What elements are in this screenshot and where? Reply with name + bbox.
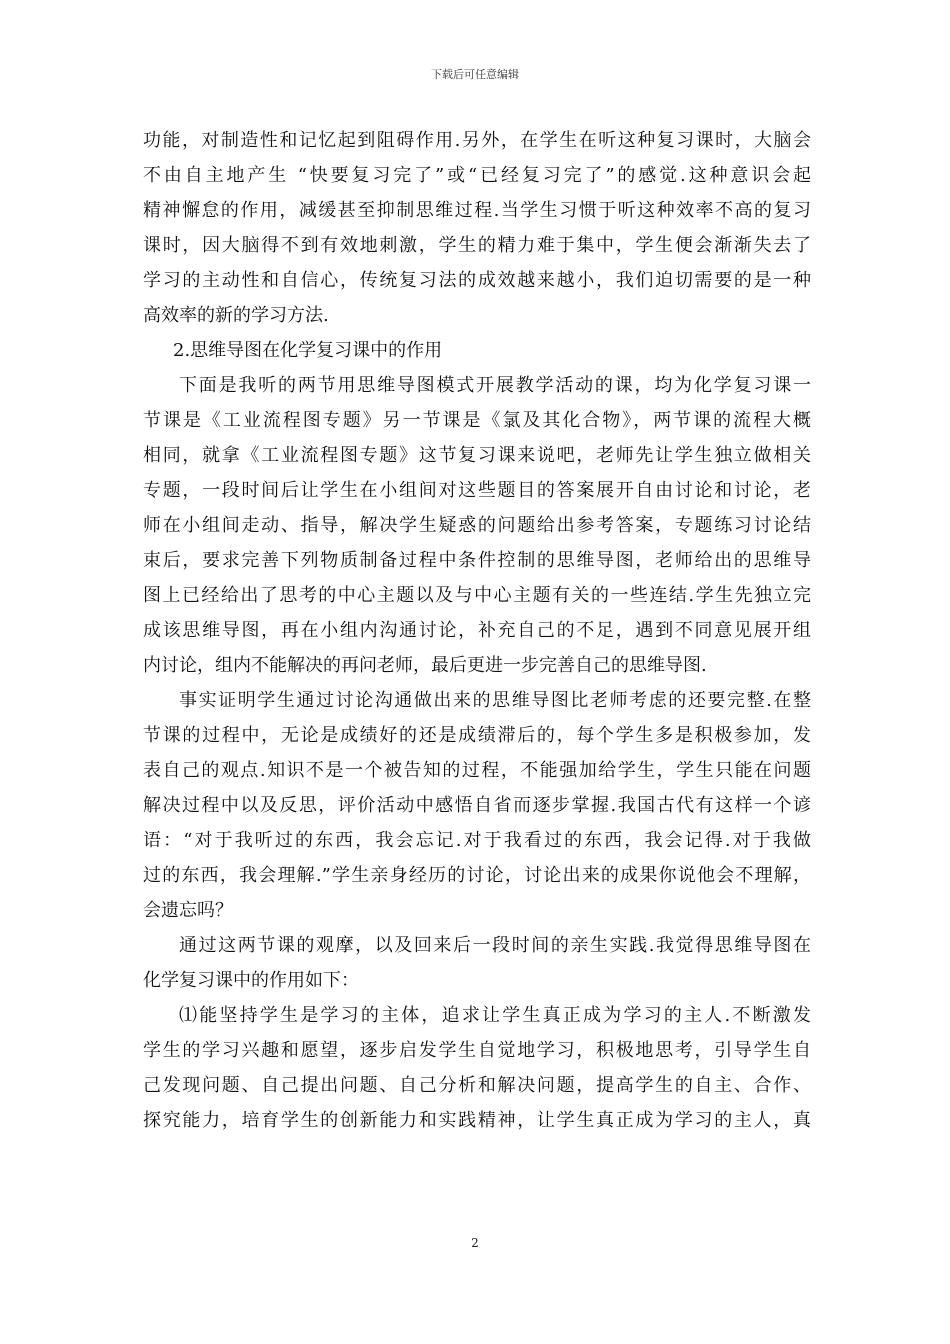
text-line: 表自己的观点.知识不是一个被告知的过程，不能强加给学生，学生只能在问题	[143, 760, 811, 781]
text-line: 事实证明学生通过讨论沟通做出来的思维导图比老师考虑的还要完整.在整	[179, 690, 811, 711]
text-line: 精神懈怠的作用，减缓甚至抑制思维过程.当学生习惯于听这种效率不高的复习	[143, 200, 811, 221]
text-line: 语：“对于我听过的东西，我会忘记.对于我看过的东西，我会记得.对于我做	[143, 830, 811, 851]
text-line: 探究能力，培育学生的创新能力和实践精神，让学生真正成为学习的主人，真	[143, 1110, 811, 1131]
text-line: ⑴能坚持学生是学习的主体，追求让学生真正成为学习的主人.不断激发	[179, 1005, 811, 1026]
page-number: 2	[471, 1236, 479, 1250]
text-line: 专题，一段时间后让学生在小组间对这些题目的答案展开自由讨论和讨论，老	[143, 480, 811, 501]
text-line: 高效率的新的学习方法.	[143, 305, 329, 326]
text-line: 相同，就拿《工业流程图专题》这节复习课来说吧，老师先让学生独立做相关	[143, 445, 811, 466]
text-line: 下面是我听的两节用思维导图模式开展教学活动的课，均为化学复习课一	[179, 375, 811, 396]
section-heading: 2.思维导图在化学复习课中的作用	[173, 340, 443, 361]
text-line: 图上已经给出了思考的中心主题以及与中心主题有关的一些连结.学生先独立完	[143, 585, 811, 606]
text-line: 节课的过程中，无论是成绩好的还是成绩滞后的，每个学生多是积极参加，发	[143, 725, 811, 746]
text-line: 束后，要求完善下列物质制备过程中条件控制的思维导图，老师给出的思维导	[143, 550, 811, 571]
text-line: 师在小组间走动、指导，解决学生疑惑的问题给出参考答案，专题练习讨论结	[143, 515, 811, 536]
text-line: 成该思维导图，再在小组内沟通讨论，补充自己的不足，遇到不同意见展开组	[143, 620, 811, 641]
text-line: 课时，因大脑得不到有效地刺激，学生的精力难于集中，学生便会渐渐失去了	[143, 235, 811, 256]
text-line: 学习的主动性和自信心，传统复习法的成效越来越小，我们迫切需要的是一种	[143, 270, 811, 291]
text-line: 学生的学习兴趣和愿望，逐步启发学生自觉地学习，积极地思考，引导学生自	[143, 1040, 811, 1061]
text-line: 化学复习课中的作用如下：	[143, 970, 359, 991]
text-line: 功能，对制造性和记忆起到阻碍作用.另外，在学生在听这种复习课时，大脑会	[143, 130, 811, 151]
page-header-note: 下载后可任意编辑	[431, 68, 519, 81]
text-line: 己发现问题、自己提出问题、自己分析和解决问题，提高学生的自主、合作、	[143, 1075, 811, 1096]
text-line: 过的东西，我会理解.”学生亲身经历的讨论，讨论出来的成果你说他会不理解，	[143, 865, 811, 886]
text-line: 不由自主地产生 “快要复习完了”或“已经复习完了”的感觉.这种意识会起	[143, 165, 811, 186]
text-line: 通过这两节课的观摩，以及回来后一段时间的亲生实践.我觉得思维导图在	[179, 935, 811, 956]
text-line: 节课是《工业流程图专题》另一节课是《氯及其化合物》，两节课的流程大概	[143, 410, 811, 431]
text-line: 会遗忘吗？	[143, 900, 233, 921]
text-line: 内讨论，组内不能解决的再问老师，最后更进一步完善自己的思维导图.	[143, 655, 707, 676]
text-line: 解决过程中以及反思，评价活动中感悟自省而逐步掌握.我国古代有这样一个谚	[143, 795, 811, 816]
document-body	[143, 123, 811, 1138]
